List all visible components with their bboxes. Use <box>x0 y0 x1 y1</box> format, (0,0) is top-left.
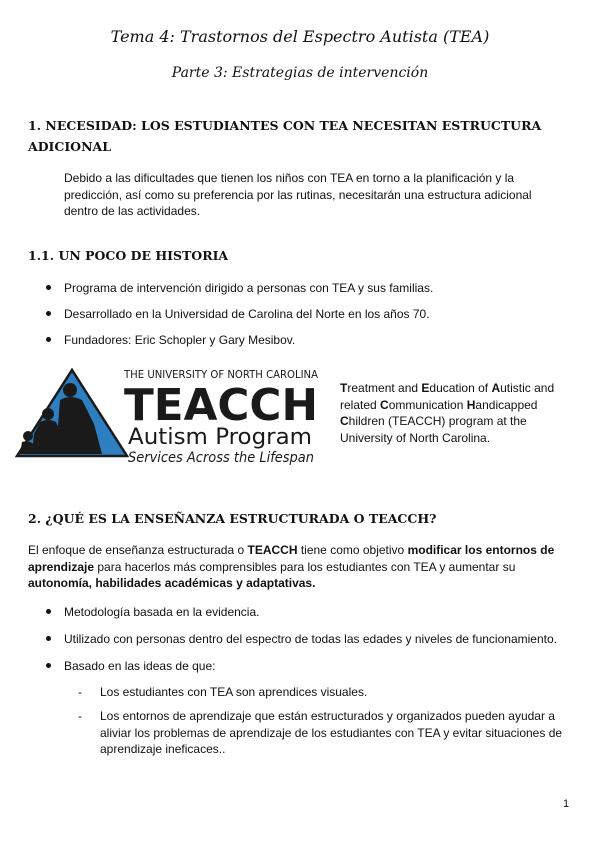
section1-heading-line2: ADICIONAL <box>28 139 111 154</box>
logo-tagline: Services Across the Lifespan <box>128 450 314 466</box>
logo-university: THE UNIVERSITY OF NORTH CAROLINA <box>123 368 319 381</box>
document-subtitle: Parte 3: Estrategias de intervención <box>171 65 429 81</box>
caption-line2: related Communication Handicapped <box>340 397 538 412</box>
section2-paragraph-line3: autonomía, habilidades académicas y adaptativas. <box>28 576 316 590</box>
dash-marker: - <box>78 685 82 699</box>
bullet-dot-icon <box>46 609 51 614</box>
section1-heading <box>28 115 568 157</box>
section1-paragraph <box>64 170 564 220</box>
section2-paragraph <box>28 542 573 592</box>
section1-paragraph-line2: predicción, así como su preferencia por las rutinas, necesitarán una estructura adicional <box>64 187 532 202</box>
bullet-dot-icon <box>46 636 51 641</box>
teacch-caption <box>340 380 570 446</box>
section2-paragraph-line1: El enfoque de enseñanza estructurada o TEACCH tiene como objetivo modificar los entornos de <box>28 543 555 557</box>
section2-heading: 2. ¿QUÉ ES LA ENSEÑANZA ESTRUCTURADA O TEACCH? <box>28 511 437 526</box>
section1-heading-line1: 1. NECESIDAD: LOS ESTUDIANTES CON TEA NECESITAN ESTRUCTURA <box>28 118 542 133</box>
caption-line3: Children (TEACCH) program at the <box>340 414 527 428</box>
document-page: Tema 4: Trastornos del Espectro Autista (TEA) Parte 3: Estrategias de intervención 1. NECESIDAD: LOS ESTUDIANTES CON TEA NECESITAN ESTRUCTURA ADICIONAL Debido a las dificultades que tienen los niños con TEA en torno a la planificación y la predicción, así como su preferencia por las rutinas, necesitarán una estructura adicional dentro de las actividades. 1.1. UN POCO DE HISTORIA Programa de intervención dirigido a personas con TEA y sus familias. Desarrollado en la Universidad de Carolina del Norte en los años 70. Fundadores: Eric Schopler y Gary Mesibov. THE UNIVERSITY OF NORTH CAROLINA TEACCH Autism Program Services Across the Lifespan Treatment and Education of Autistic and related Communication Handicapped Children (TEACCH) program at the University of North Carolina. 2. ¿QUÉ ES LA ENSEÑANZA ESTRUCTURADA O TEACCH? El enfoque de enseñanza estructurada o TEACCH tiene como objetivo modificar los entornos de aprendizaje para hacerlos más comprensibles para los estudiantes con TEA y aumentar su autonomía, habilidades académicas y adaptativas. Metodología basada en la evidencia. Utilizado con personas dentro del espectro de todas las edades y niveles de funcionamiento. Basado en las ideas de que: - Los estudiantes con TEA son aprendices visuales. - Los entornos de aprendizaje que están estructurados y organizados pueden ayudar a aliviar los problemas de aprendizaje de los estudiantes con TEA y evitar situaciones de aprendizaje ineficaces.. 1 <box>0 0 600 848</box>
teacch-logo <box>12 364 322 466</box>
section1-1-heading: 1.1. UN POCO DE HISTORIA <box>28 248 229 263</box>
logo-program: Autism Program <box>128 425 312 450</box>
bullet-dot-icon <box>46 663 51 668</box>
section1-paragraph-line3: dentro de las actividades. <box>64 204 201 218</box>
caption-line4: University of North Carolina. <box>340 430 491 445</box>
section1-paragraph-line1: Debido a las dificultades que tienen los niños con TEA en torno a la planificación y la <box>64 171 515 185</box>
bullet-dot-icon <box>46 285 51 290</box>
section2-paragraph-line2: aprendizaje para hacerlos más comprensibles para los estudiantes con TEA y aumentar su <box>28 559 516 574</box>
bullet-dot-icon <box>46 337 51 342</box>
bullet-dot-icon <box>46 311 51 316</box>
logo-name: TEACCH <box>124 380 318 431</box>
caption-line1: Treatment and Education of Autistic and <box>340 381 555 395</box>
document-title: Tema 4: Trastornos del Espectro Autista (TEA) <box>110 27 490 46</box>
dash-marker: - <box>78 709 82 723</box>
page-number: 1 <box>563 798 570 810</box>
